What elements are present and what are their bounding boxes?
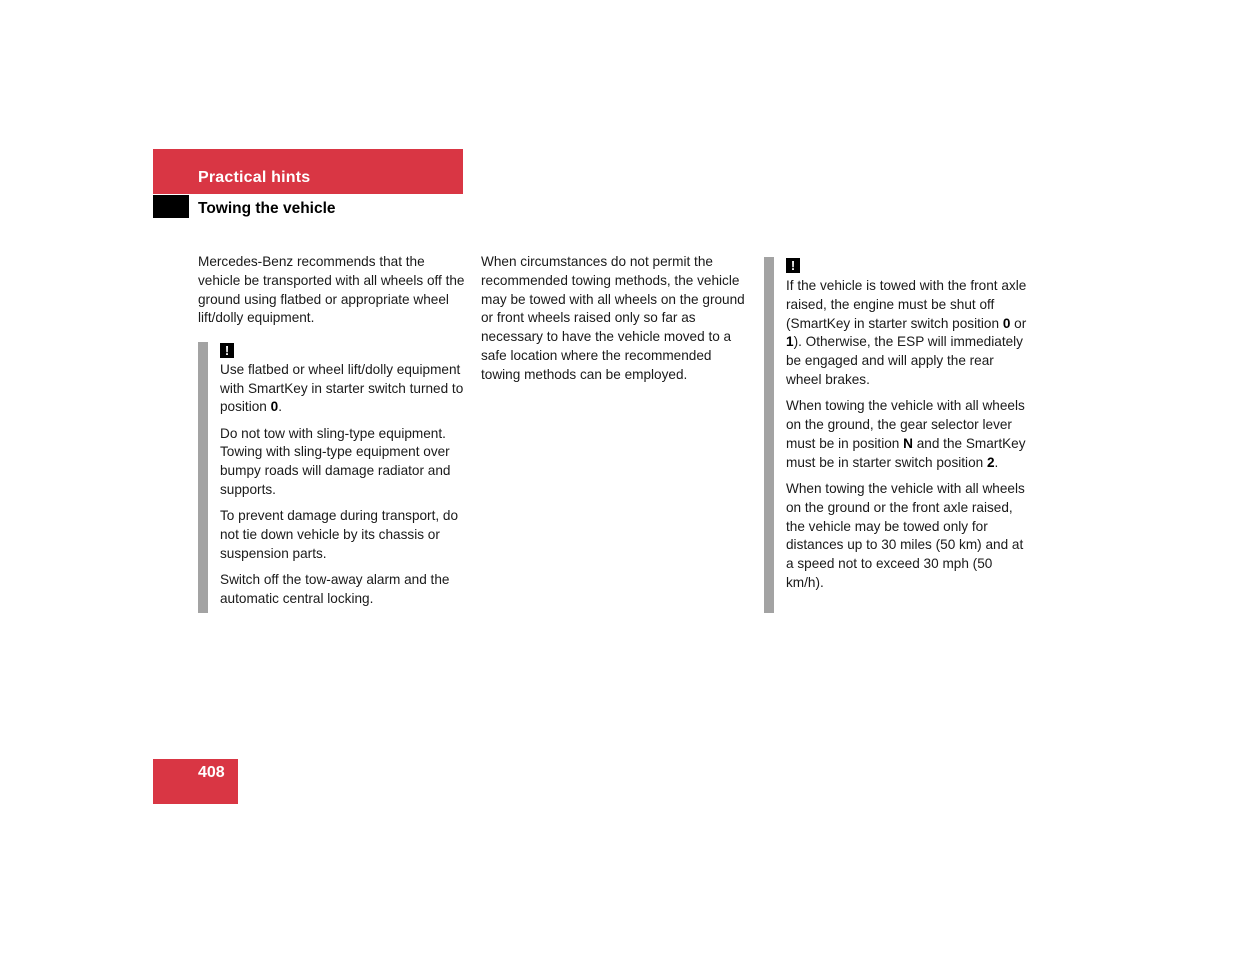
intro-paragraph: Mercedes-Benz recommends that the vehicle be transported with all wheels off the ground using flatbed or appropriate wheel lift/dolly equipment. — [198, 254, 465, 326]
warning-box-right — [764, 257, 1031, 613]
warning-box-left — [198, 342, 468, 613]
warning-paragraph: Do not tow with sling-type equipment. Towing with sling-type equipment over bumpy roads will damage radiator and supports. — [220, 425, 451, 498]
body-paragraph: When circumstances do not permit the recommended towing methods, the vehicle may be towed with all wheels on the ground or front wheels raised only so far as necessary to have the vehicle moved to a safe location where the recommended towing methods can be employed. — [481, 254, 745, 382]
warning-icon: ! — [786, 258, 800, 273]
section-title: Practical hints — [198, 169, 311, 186]
warning-paragraph: Use flatbed or wheel lift/dolly equipment with SmartKey in starter switch turned to position 0. — [220, 361, 464, 415]
column-left — [198, 253, 468, 336]
subsection-marker — [153, 195, 189, 218]
warning-paragraph: If the vehicle is towed with the front axle raised, the engine must be shut off (SmartKey in starter switch position 0 or 1). Otherwise, the ESP will immediately be engaged and will apply the rear wheel brakes. — [786, 278, 1027, 387]
warning-paragraph: When towing the vehicle with all wheels on the ground, the gear selector lever must be in position N and the SmartKey must be in starter switch position 2. — [786, 398, 1026, 470]
warning-paragraph: When towing the vehicle with all wheels on the ground or the front axle raised, the vehicle may be towed only for distances up to 30 miles (50 km) and at a speed not to exceed 30 mph (50 km/h). — [786, 480, 1025, 590]
warning-paragraph: To prevent damage during transport, do not tie down vehicle by its chassis or suspension parts. — [220, 508, 459, 561]
column-middle — [481, 253, 751, 393]
page-number: 408 — [198, 764, 225, 781]
warning-icon: ! — [220, 343, 234, 358]
warning-paragraph: Switch off the tow-away alarm and the automatic central locking. — [220, 572, 450, 607]
subsection-title: Towing the vehicle — [198, 200, 336, 217]
